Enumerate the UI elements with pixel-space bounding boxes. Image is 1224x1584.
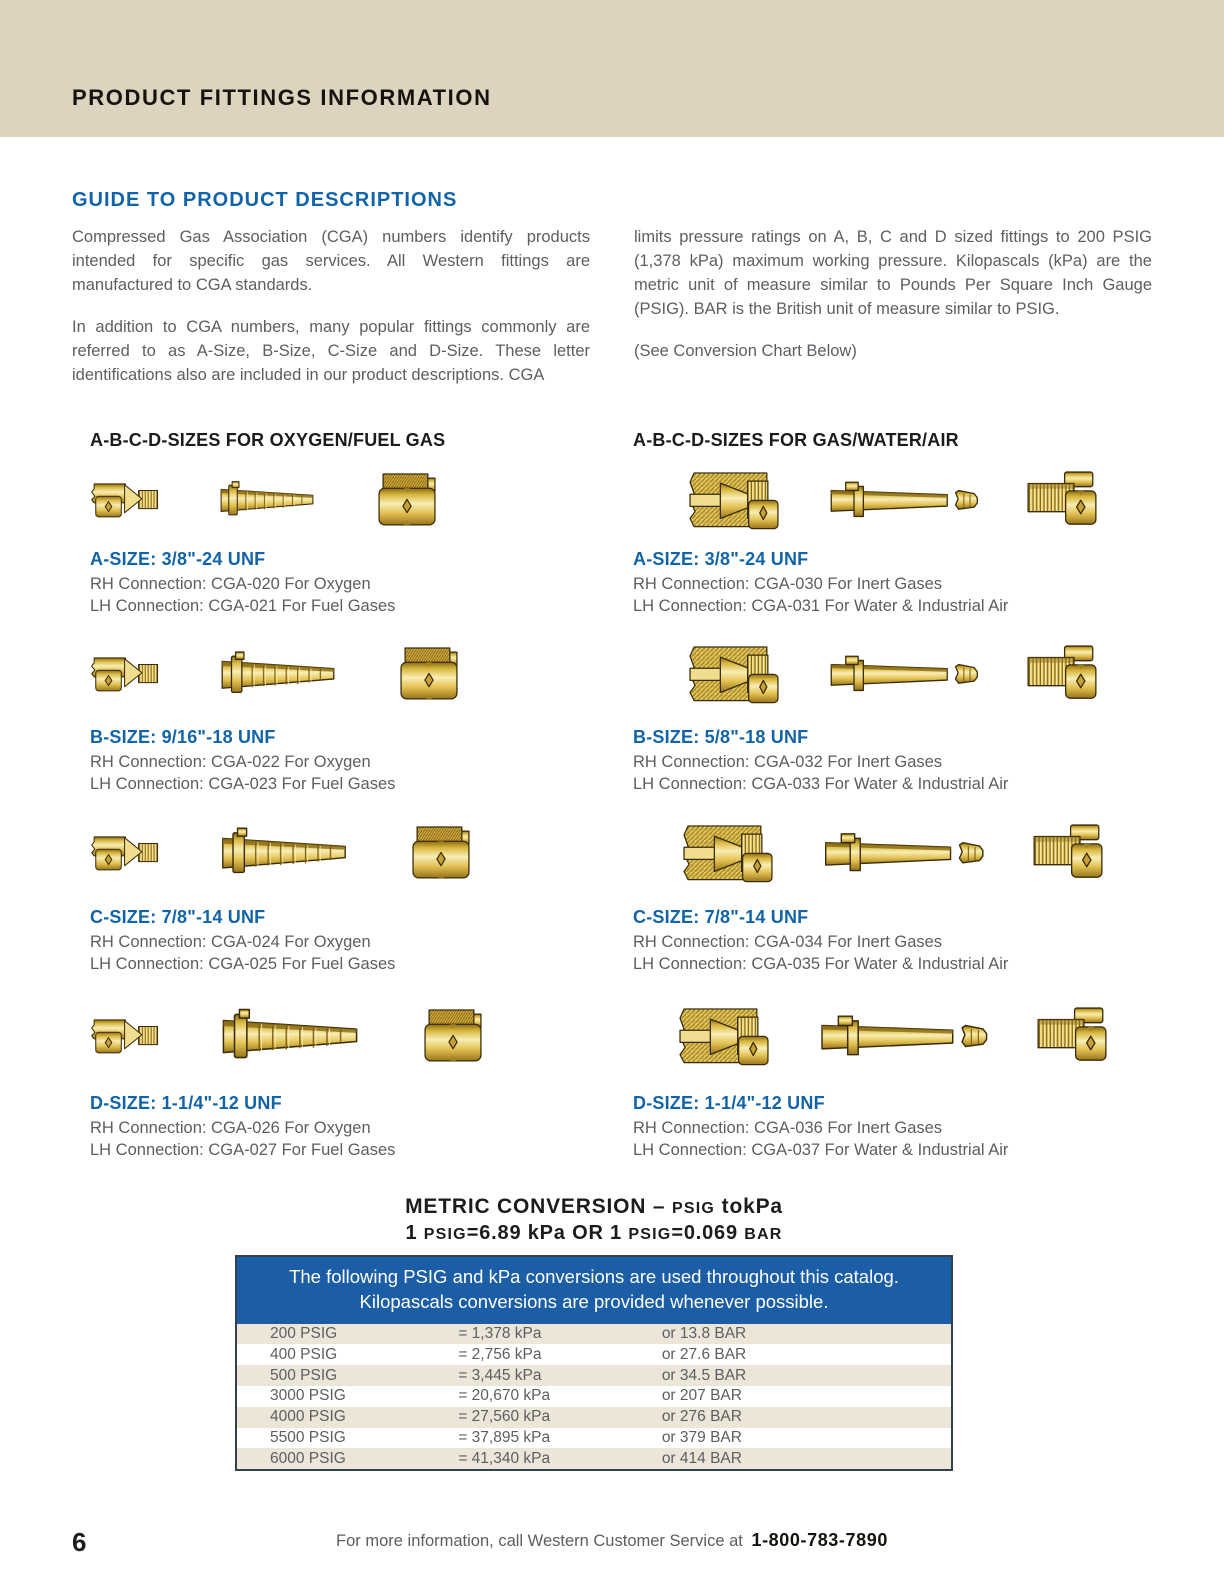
metric-conversion-block xyxy=(235,1195,953,1472)
lh-connection: LH Connection: CGA-025 For Fuel Gases xyxy=(90,954,396,973)
table-row xyxy=(237,1344,951,1365)
conversion-title xyxy=(235,1195,953,1245)
customer-service-phone: 1-800-783-7890 xyxy=(751,1530,888,1550)
conversion-title-part: tokPa xyxy=(715,1194,783,1218)
kpa-value: = 20,670 kPa xyxy=(458,1387,551,1405)
page-number: 6 xyxy=(72,1527,87,1557)
threaded-fitting-side-view-illustration xyxy=(90,832,160,873)
hose-barb-stem-illustration xyxy=(216,826,352,878)
hose-nut-illustration xyxy=(422,1008,484,1063)
size-title: A-SIZE: 3/8"-24 UNF xyxy=(90,548,266,569)
long-hose-stem-illustration xyxy=(825,475,983,525)
male-threaded-fitting-illustration xyxy=(1031,823,1105,881)
intro-left-column xyxy=(72,226,590,406)
threaded-fitting-side-view-illustration xyxy=(90,479,160,520)
size-title: D-SIZE: 1-1/4"-12 UNF xyxy=(633,1092,825,1113)
lh-connection: LH Connection: CGA-027 For Fuel Gases xyxy=(90,1140,396,1159)
column-heading: A-B-C-D-SIZES FOR OXYGEN/FUEL GAS xyxy=(90,429,446,450)
size-section-d-oxygen xyxy=(90,981,609,1160)
lh-connection: LH Connection: CGA-035 For Water & Industrial Air xyxy=(633,954,1009,973)
bar-value: or 276 BAR xyxy=(661,1408,742,1426)
fitting-cross-section-block-illustration xyxy=(681,822,777,884)
intro-text-columns xyxy=(72,226,1152,406)
psig-value: 400 PSIG xyxy=(270,1345,338,1363)
rh-connection: RH Connection: CGA-030 For Inert Gases xyxy=(633,574,943,593)
conversion-table-header xyxy=(237,1257,951,1324)
conversion-title-part: METRIC CONVERSION – xyxy=(405,1194,672,1218)
lh-connection: LH Connection: CGA-021 For Fuel Gases xyxy=(90,596,396,615)
hose-barb-stem-illustration xyxy=(216,480,318,519)
bar-value: or 27.6 BAR xyxy=(661,1345,747,1363)
bar-value: or 34.5 BAR xyxy=(661,1366,747,1384)
intro-paragraph: (See Conversion Chart Below) xyxy=(634,341,857,360)
kpa-value: = 41,340 kPa xyxy=(458,1449,551,1467)
gas-water-air-column xyxy=(633,430,1152,1167)
page-header-band xyxy=(0,0,1224,137)
bar-value: or 414 BAR xyxy=(661,1449,742,1467)
column-heading: A-B-C-D-SIZES FOR GAS/WATER/AIR xyxy=(633,429,959,450)
psig-value: 5500 PSIG xyxy=(270,1428,346,1446)
size-section-c-oxygen xyxy=(90,801,609,974)
rh-connection: RH Connection: CGA-026 For Oxygen xyxy=(90,1118,371,1137)
male-threaded-fitting-illustration xyxy=(1035,1006,1109,1064)
lh-connection: LH Connection: CGA-023 For Fuel Gases xyxy=(90,774,396,793)
guide-heading: GUIDE TO PRODUCT DESCRIPTIONS xyxy=(72,189,458,211)
fitting-illustration xyxy=(633,801,1152,905)
fitting-illustration xyxy=(90,453,609,547)
rh-connection: RH Connection: CGA-036 For Inert Gases xyxy=(633,1118,943,1137)
rh-connection: RH Connection: CGA-034 For Inert Gases xyxy=(633,932,943,951)
conversion-title-part: 1 xyxy=(405,1221,424,1244)
footer-text xyxy=(0,1530,1224,1551)
intro-paragraph: limits pressure ratings on A, B, C and D sized fittings to 200 PSIG (1,378 kPa) maximum working pressure. Kilopascals (kPa) are the metric unit of measure similar to Pounds Per Square Inch Gauge (PSIG). BAR is the British unit of measure similar to PSIG. xyxy=(634,228,1152,318)
page-title: PRODUCT FITTINGS INFORMATION xyxy=(72,85,492,110)
lh-connection: LH Connection: CGA-031 For Water & Industrial Air xyxy=(633,596,1009,615)
size-section-d-gas xyxy=(633,981,1152,1160)
male-threaded-fitting-illustration xyxy=(1025,644,1099,702)
conversion-title-part: BAR xyxy=(744,1225,783,1243)
size-section-c-gas xyxy=(633,801,1152,974)
fitting-illustration xyxy=(90,623,609,725)
fitting-illustration xyxy=(90,981,609,1091)
oxygen-fuel-gas-column xyxy=(90,430,609,1167)
bar-value: or 207 BAR xyxy=(661,1387,742,1405)
table-row xyxy=(237,1448,951,1469)
hose-barb-stem-illustration xyxy=(216,1007,364,1064)
size-title: B-SIZE: 9/16"-18 UNF xyxy=(90,726,276,747)
footer-message: For more information, call Western Customer Service at xyxy=(336,1532,743,1550)
fitting-cross-section-block-illustration xyxy=(687,643,783,705)
intro-paragraph: Compressed Gas Association (CGA) numbers identify products intended for specific gas services. All Western fittings are manufactured to CGA standards. xyxy=(72,228,590,294)
conversion-table xyxy=(235,1255,953,1472)
conversion-title-part: PSIG xyxy=(628,1225,672,1243)
hose-nut-illustration xyxy=(410,825,472,880)
kpa-value: = 37,895 kPa xyxy=(458,1428,551,1446)
psig-value: 3000 PSIG xyxy=(270,1387,346,1405)
table-row xyxy=(237,1407,951,1428)
rh-connection: RH Connection: CGA-032 For Inert Gases xyxy=(633,752,943,771)
fitting-illustration xyxy=(90,801,609,905)
size-title: D-SIZE: 1-1/4"-12 UNF xyxy=(90,1092,282,1113)
rh-connection: RH Connection: CGA-022 For Oxygen xyxy=(90,752,371,771)
rh-connection: RH Connection: CGA-020 For Oxygen xyxy=(90,574,371,593)
intro-paragraph: In addition to CGA numbers, many popular fittings commonly are referred to as A-Size, B-Size, C-Size and D-Size. These letter identifications also are included in our product descriptions. CGA xyxy=(72,317,590,384)
hose-nut-illustration xyxy=(398,646,460,701)
table-header-line: The following PSIG and kPa conversions are used throughout this catalog. xyxy=(289,1265,899,1287)
psig-value: 6000 PSIG xyxy=(270,1449,346,1467)
kpa-value: = 3,445 kPa xyxy=(458,1366,542,1384)
fitting-illustration xyxy=(633,453,1152,547)
threaded-fitting-side-view-illustration xyxy=(90,1015,160,1056)
kpa-value: = 27,560 kPa xyxy=(458,1408,551,1426)
size-section-b-gas xyxy=(633,623,1152,794)
bar-value: or 13.8 BAR xyxy=(661,1324,747,1342)
long-hose-stem-illustration xyxy=(815,1008,993,1064)
psig-value: 200 PSIG xyxy=(270,1324,338,1342)
intro-right-column xyxy=(634,226,1152,406)
conversion-title-line2 xyxy=(235,1222,953,1245)
bar-value: or 379 BAR xyxy=(661,1428,742,1446)
conversion-title-part: =6.89 kPa OR 1 xyxy=(466,1221,629,1244)
threaded-fitting-side-view-illustration xyxy=(90,653,160,694)
size-columns xyxy=(90,430,1152,1167)
fitting-illustration xyxy=(633,623,1152,725)
size-section-a-oxygen xyxy=(90,453,609,616)
table-row xyxy=(237,1428,951,1449)
fitting-illustration xyxy=(633,981,1152,1091)
table-row xyxy=(237,1365,951,1386)
conversion-title-line1 xyxy=(235,1195,953,1219)
fitting-cross-section-block-illustration xyxy=(677,1005,773,1067)
conversion-title-part: =0.069 xyxy=(671,1221,745,1244)
kpa-value: = 1,378 kPa xyxy=(458,1324,542,1342)
hose-barb-stem-illustration xyxy=(216,650,340,698)
size-title: C-SIZE: 7/8"-14 UNF xyxy=(90,906,266,927)
male-threaded-fitting-illustration xyxy=(1025,470,1099,528)
size-section-a-gas xyxy=(633,453,1152,616)
psig-value: 4000 PSIG xyxy=(270,1408,346,1426)
psig-value: 500 PSIG xyxy=(270,1366,338,1384)
conversion-title-part: PSIG xyxy=(672,1199,716,1217)
rh-connection: RH Connection: CGA-024 For Oxygen xyxy=(90,932,371,951)
table-row xyxy=(237,1386,951,1407)
lh-connection: LH Connection: CGA-033 For Water & Industrial Air xyxy=(633,774,1009,793)
size-title: C-SIZE: 7/8"-14 UNF xyxy=(633,906,809,927)
long-hose-stem-illustration xyxy=(819,826,989,880)
size-title: B-SIZE: 5/8"-18 UNF xyxy=(633,726,809,747)
conversion-title-part: PSIG xyxy=(423,1225,467,1243)
page-content xyxy=(0,189,1224,1471)
long-hose-stem-illustration xyxy=(825,649,983,699)
table-row xyxy=(237,1324,951,1345)
table-header-line: Kilopascals conversions are provided whenever possible. xyxy=(359,1291,829,1313)
size-title: A-SIZE: 3/8"-24 UNF xyxy=(633,548,809,569)
hose-nut-illustration xyxy=(376,472,438,527)
kpa-value: = 2,756 kPa xyxy=(458,1345,542,1363)
fitting-cross-section-block-illustration xyxy=(687,469,783,531)
lh-connection: LH Connection: CGA-037 For Water & Industrial Air xyxy=(633,1140,1009,1159)
size-section-b-oxygen xyxy=(90,623,609,794)
